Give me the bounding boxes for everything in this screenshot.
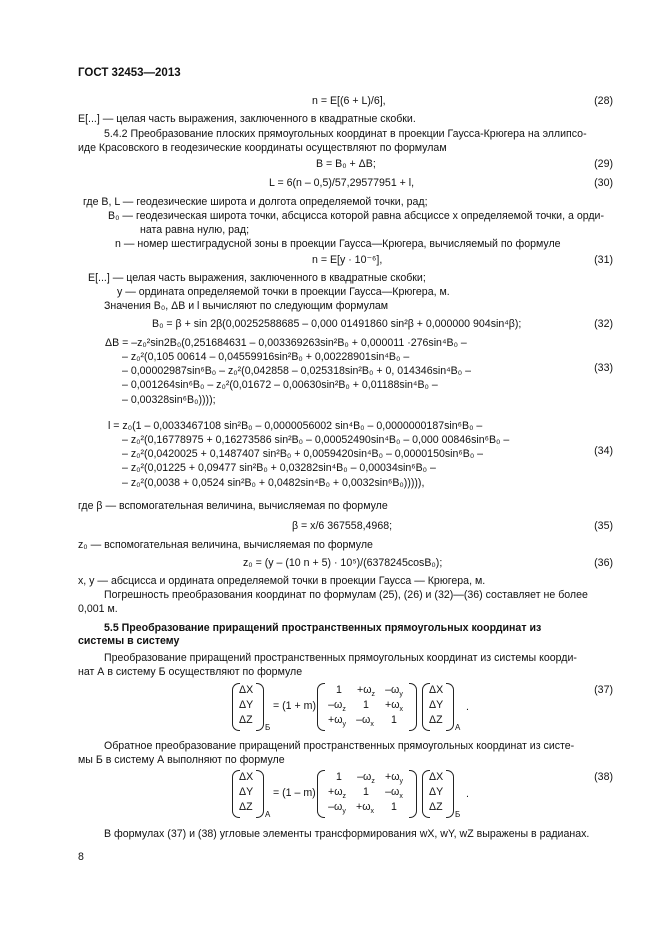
- formula-33-line: – 0,00002987sin⁶B₀ – z₀²(0,042858 – 0,025318sin²B₀ + 0, 014346sin⁴B₀ –: [122, 365, 471, 377]
- eq-number-34: (34): [594, 445, 613, 457]
- formula-33-line: – 0,00328sin⁶B₀))));: [122, 394, 216, 406]
- text-line: z₀ — вспомогательная величина, вычисляемая по формуле: [78, 539, 373, 551]
- formula-28: n = E[(6 + L)/6],: [312, 95, 386, 107]
- subscript-a: А: [265, 810, 271, 819]
- formula-33-line: – z₀²(0,105 00614 – 0,04559916sin²B₀ + 0,00228901sin⁴B₀ –: [122, 351, 410, 363]
- text-line: В формулах (37) и (38) угловые элементы трансформирования wX, wY, wZ выражены в радианах.: [104, 828, 590, 840]
- eq-number-29: (29): [594, 158, 613, 170]
- formula-34-line: – z₀²(0,0038 + 0,0524 sin²B₀ + 0,0482sin⁴B₀ + 0,0032sin⁶B₀))))),: [122, 477, 425, 489]
- formula-34-line: – z₀²(0,16778975 + 0,16273586 sin²B₀ – 0,00052490sin⁴B₀ – 0,000 00846sin⁶B₀ –: [122, 434, 510, 446]
- equation-end: .: [466, 788, 469, 800]
- formula-34-line: – z₀²(0,0420025 + 0,1487407 sin²B₀ + 0,0059420sin⁴B₀ – 0,0000150sin⁶B₀ –: [122, 448, 484, 460]
- text-line: мы Б в систему А выполняют по формуле: [78, 754, 285, 766]
- text-line: x, y — абсцисса и ордината определяемой точки в проекции Гаусса — Крюгера, м.: [78, 575, 486, 587]
- subscript-a: А: [455, 723, 461, 732]
- page-number: 8: [78, 851, 84, 863]
- text-line: 0,001 м.: [78, 603, 118, 615]
- formula-33-line: ΔB = –z₀²sin2B₀(0,251684631 – 0,003369263sin²B₀ + 0,000011 ·276sin⁴B₀ –: [105, 337, 467, 349]
- page-header: ГОСТ 32453—2013: [78, 67, 181, 79]
- left-vector: ΔX ΔY ΔZ: [232, 683, 264, 731]
- formula-34-line: l = z₀(1 – 0,0033467108 sin²B₀ – 0,0000056002 sin⁴B₀ – 0,0000000187sin⁶B₀ –: [108, 420, 483, 432]
- formula-32: B₀ = β + sin 2β(0,00252588685 – 0,000 01491860 sin²β + 0,000000 904sin⁴β);: [152, 318, 522, 330]
- section-paragraph: 5.4.2 Преобразование плоских прямоугольных координат в проекции Гаусса-Крюгера на эллипсо-: [104, 128, 587, 140]
- rotation-matrix: 1 $-\omega_z$ $+\omega_y$ $+\omega_z$ 1 $-\omega_x$ $-\omega_y$ $+\omega_x$ 1: [317, 770, 417, 818]
- text-line: где β — вспомогательная величина, вычисляемая по формуле: [78, 500, 388, 512]
- eq-number-30: (30): [594, 177, 613, 189]
- text-line: Обратное преобразование приращений пространственных прямоугольных координат из систе-: [104, 740, 575, 752]
- matrix-equation-37: [232, 683, 442, 733]
- text-line: иде Красовского в геодезические координаты осуществляют по формулам: [78, 142, 447, 154]
- text-line: E[...] — целая часть выражения, заключенного в квадратные скобки.: [78, 113, 416, 125]
- formula-30: L = 6(n – 0,5)/57,29577951 + l,: [269, 177, 415, 189]
- eq-number-38: (38): [594, 771, 613, 783]
- text-line: Значения B₀, ΔB и l вычисляют по следующим формулам: [104, 300, 389, 312]
- definition-line: y — ордината определяемой точки в проекции Гаусса—Крюгера, м.: [117, 286, 450, 298]
- equation-end: .: [466, 701, 469, 713]
- left-vector: ΔX ΔY ΔZ: [232, 770, 264, 818]
- text-line: Преобразование приращений пространственных прямоугольных координат из системы коорди-: [104, 652, 577, 664]
- formula-29: B = B₀ + ΔB;: [316, 158, 376, 170]
- eq-number-35: (35): [594, 520, 613, 532]
- text-line: Погрешность преобразования координат по формулам (25), (26) и (32)—(36) составляет не более: [104, 589, 588, 601]
- formula-35: β = x/6 367558,4968;: [292, 520, 393, 532]
- factor: = (1 – m): [273, 787, 316, 799]
- factor: = (1 + m): [273, 700, 316, 712]
- definition-line: ната равна нулю, рад;: [140, 224, 250, 236]
- eq-number-31: (31): [594, 254, 613, 266]
- section-heading: 5.5 Преобразование приращений пространственных прямоугольных координат из: [104, 622, 542, 634]
- section-heading: системы в систему: [78, 635, 180, 647]
- formula-33-line: – 0,001264sin⁶B₀ – z₀²(0,01672 – 0,00630sin²B₀ + 0,01188sin⁴B₀ –: [122, 379, 438, 391]
- definition-line: B₀ — геодезическая широта точки, абсцисса которой равна абсциссе x определяемой точки, а орди-: [108, 210, 604, 222]
- subscript-b: Б: [265, 723, 271, 732]
- subscript-b: Б: [455, 810, 461, 819]
- formula-34-line: – z₀²(0,01225 + 0,09477 sin²B₀ + 0,03282sin⁴B₀ – 0,00034sin⁶B₀ –: [122, 462, 436, 474]
- eq-number-32: (32): [594, 318, 613, 330]
- right-vector: ΔX ΔY ΔZ: [422, 683, 454, 731]
- matrix-equation-38: [232, 770, 442, 820]
- definition-line: E[...] — целая часть выражения, заключенного в квадратные скобки;: [88, 272, 426, 284]
- text-line: нат А в систему Б осуществляют по формуле: [78, 666, 303, 678]
- eq-number-33: (33): [594, 362, 613, 374]
- eq-number-28: (28): [594, 95, 613, 107]
- formula-31: n = E[y · 10⁻⁶],: [312, 254, 383, 266]
- definition-line: n — номер шестиградусной зоны в проекции Гаусса—Крюгера, вычисляемый по формуле: [115, 238, 561, 250]
- eq-number-37: (37): [594, 684, 613, 696]
- right-vector: ΔX ΔY ΔZ: [422, 770, 454, 818]
- eq-number-36: (36): [594, 557, 613, 569]
- formula-36: z₀ = (y – (10 n + 5) · 10⁵)/(6378245cosB₀);: [243, 557, 443, 569]
- rotation-matrix: 1 $+\omega_z$ $-\omega_y$ $-\omega_z$ 1 $+\omega_x$ $+\omega_y$ $-\omega_x$ 1: [317, 683, 417, 731]
- definition-line: где B, L — геодезические широта и долгота определяемой точки, рад;: [83, 196, 428, 208]
